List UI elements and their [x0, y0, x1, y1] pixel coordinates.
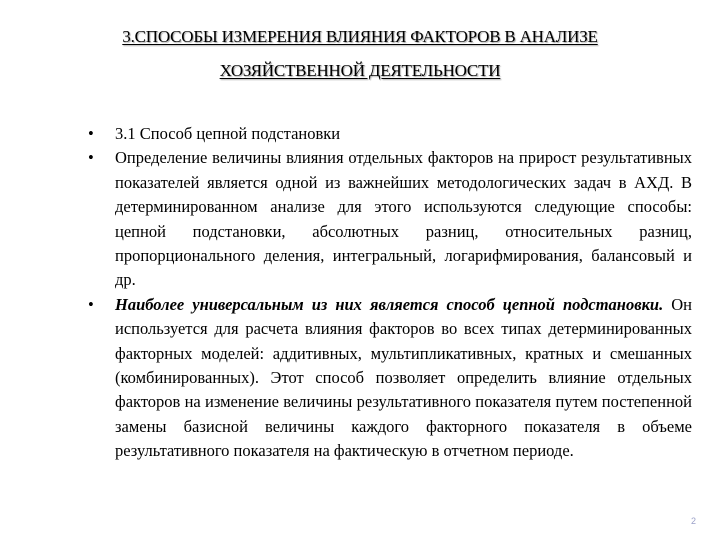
bullet-text-2: Определение величины влияния отдельных факторов на прирост результативных показателей является одной из важнейших методологических задач в АХД. В детерминированном анализе для этого используются следующие способы: цепной подстановки, абсолютных разниц, относительных разниц, пропорционального деления, интегральный, логарифмирования, балансовый и др. — [115, 148, 692, 290]
bullet-text-3-emphasis: Наиболее универсальным из них является способ цепной подстановки. — [115, 294, 664, 314]
bullet-marker: • — [88, 124, 94, 143]
bullet-list — [88, 122, 692, 464]
bullet-text-1: 3.1 Способ цепной подстановки — [115, 124, 341, 143]
bullet-item-2 — [88, 146, 692, 292]
bullet-marker: • — [88, 294, 94, 314]
bullet-item-1 — [88, 122, 692, 146]
page-number: 2 — [690, 516, 696, 526]
bullet-marker: • — [88, 148, 94, 168]
bullet-text-3: Он используется для расчета влияния факторов во всех типах детерминированных факторных моделей: аддитивных, мультипликативных, кратных и смешанных (комбинированных). Этот способ позволяет определить влияние отдельных факторов на изменение величины результативного показателя путем постепенной замены базисной величины каждого факторного показателя в объеме результативного показателя на фактическую в отчетном периоде. — [115, 294, 692, 461]
slide-title-line-2: ХОЗЯЙСТВЕННОЙ ДЕЯТЕЛЬНОСТИ — [219, 61, 501, 80]
bullet-item-3 — [88, 293, 692, 464]
slide-title-line-1: 3.СПОСОБЫ ИЗМЕРЕНИЯ ВЛИЯНИЯ ФАКТОРОВ В АНАЛИЗЕ — [122, 27, 598, 46]
